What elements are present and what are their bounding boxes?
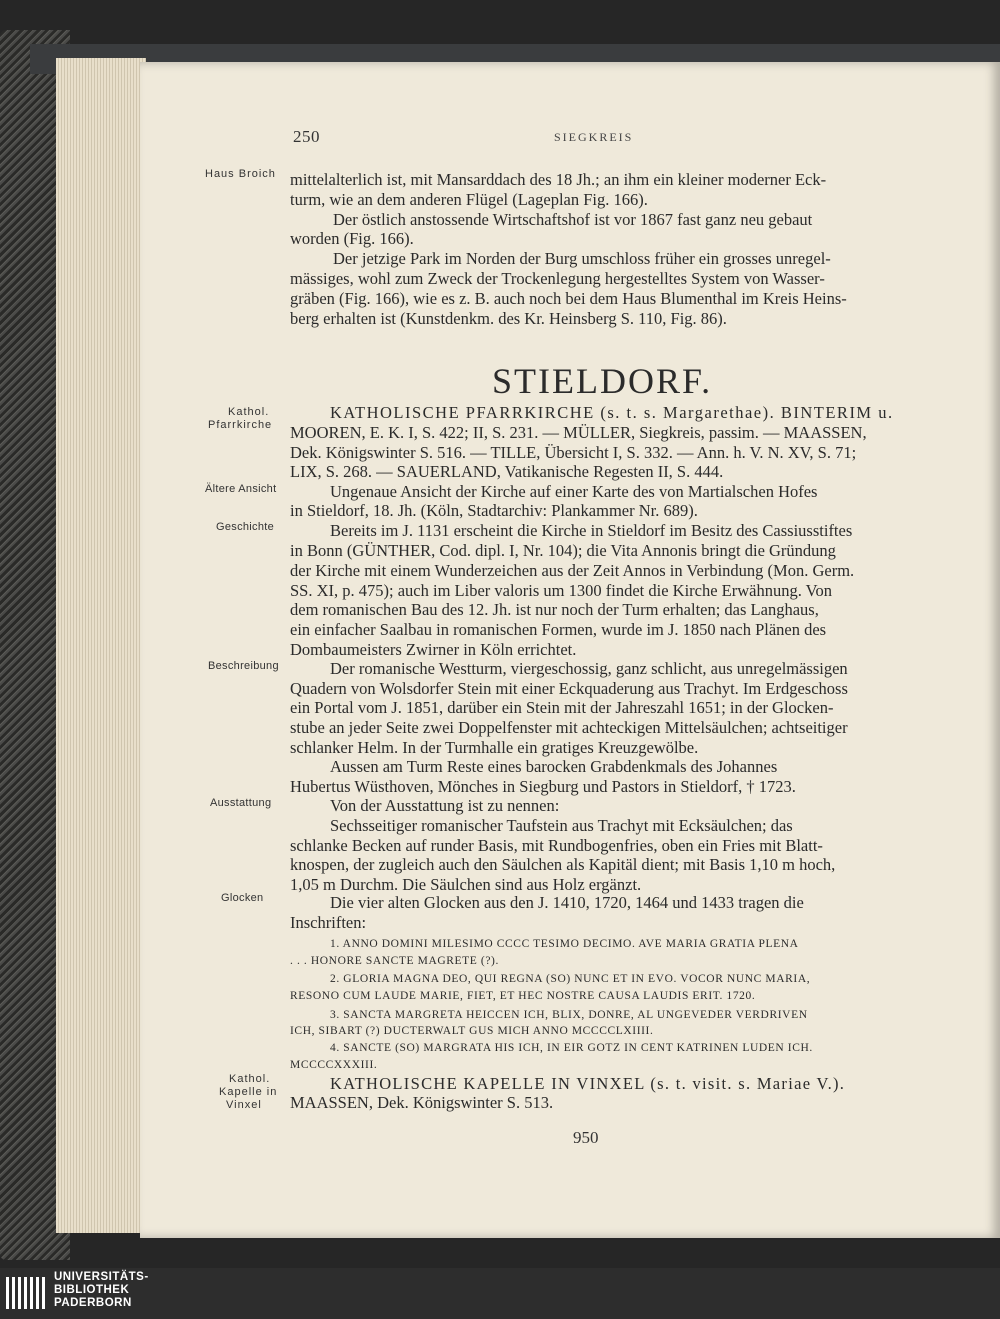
text-line: Dombaumeisters Zwirner in Köln errichtet. xyxy=(290,640,577,659)
text-line: SS. XI, p. 475); auch im Liber valoris um 1300 findet die Kirche Erwähnung. Von xyxy=(290,581,832,600)
inscription-line: 2. GLORIA MAGNA DEO, QUI REGNA (SO) NUNC ET IN EVO. VOCOR NUNC MARIA, xyxy=(330,973,811,985)
margin-label-ausstattung: Ausstattung xyxy=(210,797,272,809)
inscription-line: . . . HONORE SANCTE MAGRETE (?). xyxy=(290,955,499,967)
text-line: worden (Fig. 166). xyxy=(290,229,414,248)
margin-label-kapelle-in: Kapelle in xyxy=(219,1086,278,1098)
text-line: MAASSEN, Dek. Königswinter S. 513. xyxy=(290,1093,554,1112)
text-line: ein Portal vom J. 1851, darüber ein Stein mit der Jahreszahl 1651; in der Glocken- xyxy=(290,698,834,717)
inscription-line: 3. SANCTA MARGRETA HEICCEN ICH, BLIX, DONRE, AL UNGEVEDER VERDRIVEN xyxy=(330,1009,808,1021)
text-line: mässiges, wohl zum Zweck der Trockenlegung hergestelltes System von Wasser- xyxy=(290,269,825,288)
text-line: Sechsseitiger romanischer Taufstein aus Trachyt mit Ecksäulchen; das xyxy=(330,816,793,835)
margin-label-kapelle-kathol: Kathol. xyxy=(229,1073,271,1085)
text-line: stube an jeder Seite zwei Doppelfenster mit achteckigen Mittelsäulchen; achtseitiger xyxy=(290,718,848,737)
text-line: 1,05 m Durchm. Die Säulchen sind aus Holz ergänzt. xyxy=(290,875,642,894)
inscription-line: RESONO CUM LAUDE MARIE, FIET, ET HEC NOSTRE CAUSA LAUDIS ERIT. 1720. xyxy=(290,990,756,1002)
page-edges xyxy=(56,58,146,1233)
text-line: KATHOLISCHE KAPELLE IN VINXEL (s. t. visit. s. Mariae V.). xyxy=(330,1074,846,1093)
text-line: Dek. Königswinter S. 516. — TILLE, Übersicht I, S. 332. — Ann. h. V. N. XV, S. 71; xyxy=(290,443,857,462)
text-line: knospen, der zugleich auch den Säulchen als Kapitäl dient; mit Basis 1,10 m hoch, xyxy=(290,855,836,874)
footer-page-number: 950 xyxy=(573,1128,599,1147)
text-line: LIX, S. 268. — SAUERLAND, Vatikanische Regesten II, S. 444. xyxy=(290,462,724,481)
footer-bar xyxy=(0,1268,1000,1319)
text-line: berg erhalten ist (Kunstdenkm. des Kr. Heinsberg S. 110, Fig. 86). xyxy=(290,309,727,328)
text-line: Die vier alten Glocken aus den J. 1410, 1720, 1464 und 1433 tragen die xyxy=(330,893,804,912)
text-line: turm, wie an dem anderen Flügel (Lageplan Fig. 166). xyxy=(290,190,648,209)
text-line: Bereits im J. 1131 erscheint die Kirche in Stieldorf im Besitz des Cassiusstiftes xyxy=(330,521,853,540)
text-line: dem romanischen Bau des 12. Jh. ist nur noch der Turm erhalten; das Langhaus, xyxy=(290,600,819,619)
margin-label-aeltere-ansicht: Ältere Ansicht xyxy=(205,483,277,495)
text-line: in Stieldorf, 18. Jh. (Köln, Stadtarchiv: Plankammer Nr. 689). xyxy=(290,501,698,520)
text-line: Aussen am Turm Reste eines barocken Grabdenkmals des Johannes xyxy=(330,757,778,776)
text-line: ein einfacher Saalbau in romanischen Formen, wurde im J. 1850 nach Plänen des xyxy=(290,620,827,639)
text-line: Von der Ausstattung ist zu nennen: xyxy=(330,796,560,815)
section-title: STIELDORF. xyxy=(492,361,713,401)
text-line: Der östlich anstossende Wirtschaftshof ist vor 1867 fast ganz neu gebaut xyxy=(333,210,813,229)
margin-label-pfarrkirche: Pfarrkirche xyxy=(208,419,273,431)
margin-label-haus-broich: Haus Broich xyxy=(205,168,276,180)
margin-label-geschichte: Geschichte xyxy=(216,521,275,533)
text-line: Hubertus Wüsthoven, Mönches in Siegburg und Pastors in Stieldorf, † 1723. xyxy=(290,777,796,796)
inscription-line: MCCCCXXXIII. xyxy=(290,1059,378,1071)
logo-line-1: UNIVERSITÄTS- xyxy=(54,1271,149,1283)
page-number: 250 xyxy=(293,127,320,146)
text-line: mittelalterlich ist, mit Mansarddach des 18 Jh.; an ihm ein kleiner moderner Eck- xyxy=(290,170,827,189)
inscription-line: 4. SANCTE (SO) MARGRATA HIS ICH, IN EIR GOTZ IN CENT KATRINEN LUDEN ICH. xyxy=(330,1042,813,1054)
text-line: Quadern von Wolsdorfer Stein mit einer Eckquaderung aus Trachyt. Im Erdgeschoss xyxy=(290,679,848,698)
text-line: schlanke Becken auf runder Basis, mit Rundbogenfries, oben ein Fries mit Blatt- xyxy=(290,836,823,855)
text-line: Der jetzige Park im Norden der Burg umschloss früher ein grosses unregel- xyxy=(333,249,831,268)
text-line: gräben (Fig. 166), wie es z. B. auch noch bei dem Haus Blumenthal im Kreis Heins- xyxy=(290,289,847,308)
running-head: SIEGKREIS xyxy=(554,130,634,144)
text-line: der Kirche mit einem Wunderzeichen aus der Zeit Annos in Verbindung (Mon. Germ. xyxy=(290,561,855,580)
margin-label-kathol: Kathol. xyxy=(228,406,270,418)
text-line: Ungenaue Ansicht der Kirche auf einer Karte des von Martialschen Hofes xyxy=(330,482,818,501)
inscription-line: ICH, SIBART (?) DUCTERWALT GUS MICH ANNO MCCCCLXIIII. xyxy=(290,1025,654,1037)
library-logo-icon xyxy=(6,1273,50,1313)
inscription-line: 1. ANNO DOMINI MILESIMO CCCC TESIMO DECIMO. AVE MARIA GRATIA PLENA xyxy=(330,938,799,950)
margin-label-beschreibung: Beschreibung xyxy=(208,660,279,672)
margin-label-glocken: Glocken xyxy=(221,892,264,904)
library-logo-text[interactable] xyxy=(54,1271,149,1310)
margin-label-vinxel: Vinxel xyxy=(226,1099,262,1111)
logo-line-3: PADERBORN xyxy=(54,1297,132,1309)
text-line: KATHOLISCHE PFARRKIRCHE (s. t. s. Margarethae). BINTERIM u. xyxy=(330,403,894,422)
text-line: Inschriften: xyxy=(290,913,367,932)
text-line: MOOREN, E. K. I, S. 422; II, S. 231. — MÜLLER, Siegkreis, passim. — MAASSEN, xyxy=(290,423,867,442)
logo-line-2: BIBLIOTHEK xyxy=(54,1284,130,1296)
text-line: Der romanische Westturm, viergeschossig, ganz schlicht, aus unregelmässigen xyxy=(330,659,848,678)
text-line: schlanker Helm. In der Turmhalle ein gratiges Kreuzgewölbe. xyxy=(290,738,699,757)
text-line: in Bonn (GÜNTHER, Cod. dipl. I, Nr. 104); die Vita Annonis bringt die Gründung xyxy=(290,541,836,560)
